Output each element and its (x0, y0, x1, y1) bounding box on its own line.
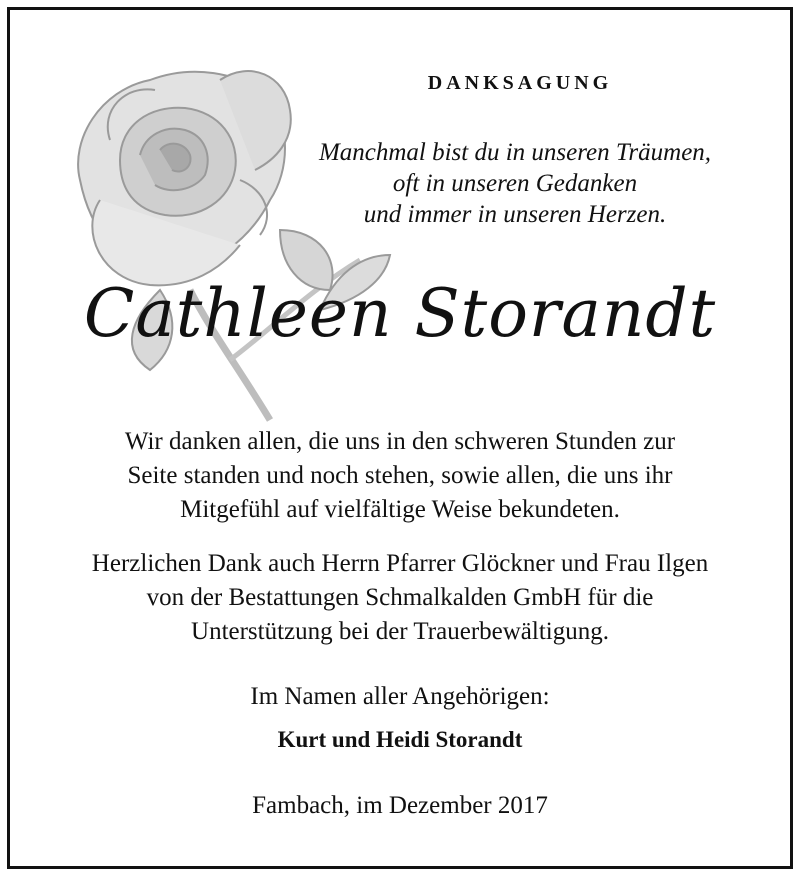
paragraph-line: Wir danken allen, die uns in den schweren Stunden zur (124, 428, 676, 455)
notice-heading: DANKSAGUNG (427, 72, 613, 94)
memorial-quote (250, 137, 780, 230)
place-date: Fambach, im Dezember 2017 (252, 792, 548, 819)
quote-line: und immer in unseren Herzen. (363, 201, 667, 228)
paragraph-line: von der Bestattungen Schmalkalden GmbH für die (146, 584, 654, 611)
thanks-paragraph (20, 425, 780, 527)
closing-line: Im Namen aller Angehörigen: (250, 683, 550, 710)
paragraph-line: Unterstützung bei der Trauerbewältigung. (191, 618, 609, 645)
signers: Kurt und Heidi Storandt (277, 727, 523, 752)
special-thanks-paragraph (20, 547, 780, 649)
quote-line: oft in unseren Gedanken (392, 170, 638, 197)
quote-line: Manchmal bist du in unseren Träumen, (318, 139, 712, 166)
paragraph-line: Seite standen und noch stehen, sowie allen, die uns ihr (127, 462, 673, 489)
paragraph-line: Herzlichen Dank auch Herrn Pfarrer Glöckner und Frau Ilgen (91, 550, 709, 577)
deceased-name: Cathleen Storandt (83, 275, 717, 352)
paragraph-line: Mitgefühl auf vielfältige Weise bekundeten. (180, 496, 620, 523)
